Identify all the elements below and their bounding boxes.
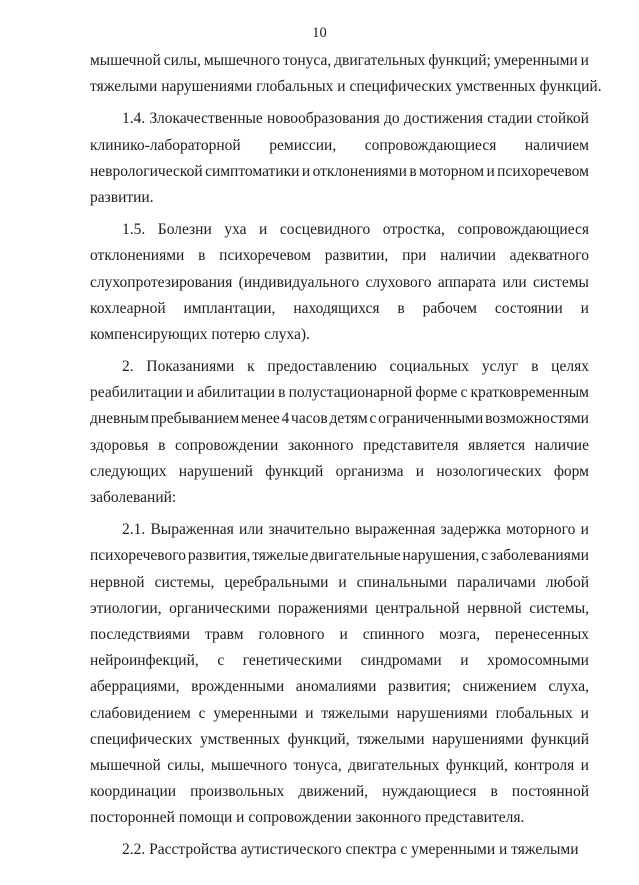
word: до xyxy=(384,110,400,128)
paragraph xyxy=(90,517,589,831)
word: в xyxy=(531,358,539,376)
text-line xyxy=(90,48,589,74)
word: Болезни xyxy=(157,221,212,239)
word: заболеваниями xyxy=(490,547,589,565)
word: аппарата xyxy=(437,273,497,291)
word: и xyxy=(301,162,311,180)
word: нарушениями xyxy=(432,730,524,748)
word: перенесенных xyxy=(494,625,589,643)
word: при xyxy=(402,247,427,265)
word: центральной xyxy=(375,599,460,617)
word: кохлеарной xyxy=(90,299,166,317)
text-line xyxy=(90,701,589,727)
word: системы, xyxy=(154,573,215,591)
word: сопровождающиеся xyxy=(457,221,589,239)
word: функций xyxy=(265,462,324,480)
word: здоровья xyxy=(90,436,149,454)
word: постоянной xyxy=(511,783,589,801)
word: глобальных xyxy=(495,704,573,722)
word: с xyxy=(481,547,489,565)
word: координации xyxy=(90,783,177,801)
word: головного xyxy=(258,625,325,643)
word: снижением xyxy=(462,678,537,696)
word: стадии xyxy=(487,110,533,128)
text-line: посторонней помощи и сопровождении законного представителя. xyxy=(90,809,525,827)
word: и xyxy=(580,704,589,722)
word: рабочем xyxy=(422,299,477,317)
word: отклонениями xyxy=(90,247,185,265)
word: или xyxy=(239,521,264,539)
word: полустационарной xyxy=(288,384,413,402)
word: стойкой xyxy=(536,110,589,128)
word: двигательных xyxy=(334,52,426,69)
word: силы, xyxy=(167,756,205,774)
word: системы, xyxy=(529,599,589,617)
word: отростка, xyxy=(382,221,445,239)
word: целях xyxy=(551,358,589,376)
word: церебральными xyxy=(224,573,329,591)
word: 1.5. xyxy=(122,221,146,239)
word: хромосомными xyxy=(487,652,589,670)
word: находящихся xyxy=(293,299,380,317)
word: моторного xyxy=(506,521,576,539)
text-line xyxy=(90,459,589,485)
word: и xyxy=(580,521,589,539)
word: нервной xyxy=(467,599,522,617)
word: в xyxy=(198,247,206,265)
word: наличие xyxy=(534,436,589,454)
word: возможностями xyxy=(485,410,589,428)
word: тяжелыми xyxy=(321,704,389,722)
text-line xyxy=(90,596,589,622)
word: форм xyxy=(553,462,589,480)
word: силы, xyxy=(163,52,201,69)
word: спинного xyxy=(362,625,425,643)
word: функций xyxy=(530,730,589,748)
word: состоянии xyxy=(494,299,563,317)
text-line xyxy=(90,543,589,569)
word: и xyxy=(580,299,589,317)
word: форме xyxy=(415,384,458,402)
word: в xyxy=(158,436,166,454)
word: нарушениями xyxy=(396,704,488,722)
word: слабовидением xyxy=(90,704,191,722)
word: в xyxy=(278,384,286,402)
word: в xyxy=(490,783,498,801)
word: спинальными xyxy=(356,573,448,591)
word: 2. xyxy=(122,358,134,376)
word: мышечного xyxy=(203,52,281,69)
word: врожденными xyxy=(191,678,285,696)
word: психоречевого xyxy=(90,547,186,565)
word: 2.1. xyxy=(122,521,146,539)
word: сосцевидного xyxy=(279,221,371,239)
word: умеренными xyxy=(493,52,578,69)
word: и xyxy=(580,756,589,774)
text-line: тяжелыми нарушениями глобальных и специфических умственных функций. xyxy=(90,78,602,96)
text-line: компенсирующих потерю слуха). xyxy=(90,325,310,343)
word: нарушений xyxy=(178,462,253,480)
word: тонуса, xyxy=(293,756,342,774)
word: имплантации, xyxy=(183,299,276,317)
word: нозологических xyxy=(436,462,542,480)
word: нервной xyxy=(90,573,145,591)
word: двигательных xyxy=(348,756,440,774)
word: и xyxy=(580,52,589,69)
text-line xyxy=(90,517,589,543)
word: и xyxy=(486,162,495,180)
text-line xyxy=(90,296,589,322)
word: параличами xyxy=(457,573,536,591)
word: новообразования xyxy=(267,110,380,128)
word: в xyxy=(409,162,417,180)
word: реабилитации xyxy=(90,384,183,402)
text-line xyxy=(90,433,589,459)
text-line xyxy=(90,406,589,432)
word: 4 xyxy=(281,410,290,428)
word: социальных xyxy=(389,358,470,376)
word: 1.4. xyxy=(122,110,146,128)
word: организма xyxy=(335,462,404,480)
word: психоречевом xyxy=(219,247,311,265)
word: отклонениями xyxy=(312,162,407,180)
paragraph xyxy=(90,48,602,100)
word: выраженная xyxy=(355,521,436,539)
word: неврологической xyxy=(90,162,203,180)
word: следующих xyxy=(90,462,167,480)
word: адекватного xyxy=(509,247,589,265)
word: сопровождающиеся xyxy=(364,136,497,154)
text-line xyxy=(90,243,589,269)
word: травм xyxy=(205,625,244,643)
word: слуха, xyxy=(548,678,589,696)
word: симптоматики xyxy=(205,162,300,180)
word: и xyxy=(305,704,314,722)
word: и xyxy=(415,462,425,480)
word: развития; xyxy=(388,678,451,696)
word: Выраженная xyxy=(150,521,234,539)
word: менее xyxy=(240,410,280,428)
word: с xyxy=(198,704,206,722)
word: и xyxy=(185,384,195,402)
word: дневным xyxy=(90,410,149,428)
word: мышечного xyxy=(210,756,288,774)
word: контроля xyxy=(514,756,575,774)
word: умеренными xyxy=(213,704,298,722)
word: функций; xyxy=(428,52,491,69)
text-line xyxy=(90,380,589,406)
text-line xyxy=(90,727,589,753)
word: с xyxy=(217,652,225,670)
word: слухопротезирования xyxy=(90,273,233,291)
word: тонуса, xyxy=(283,52,332,69)
word: мышечной xyxy=(90,756,161,774)
word: наличием xyxy=(524,136,589,154)
word: мозга, xyxy=(439,625,480,643)
word: задержка xyxy=(440,521,502,539)
word: ремиссии, xyxy=(269,136,337,154)
word: этиологии, xyxy=(90,599,162,617)
word: тяжелые xyxy=(252,547,309,565)
text-line xyxy=(90,674,589,700)
word: двигательные xyxy=(310,547,401,565)
document-body xyxy=(90,48,602,864)
word: с xyxy=(460,384,468,402)
text-line: 2.2. Расстройства аутистического спектра с умеренными и тяжелыми xyxy=(122,841,579,859)
word: тяжелыми xyxy=(357,730,425,748)
text-line xyxy=(90,753,589,779)
word: системы xyxy=(533,273,589,291)
paragraph xyxy=(90,837,589,863)
word: или xyxy=(502,273,527,291)
word: генетическими xyxy=(242,652,342,670)
word: уха xyxy=(224,221,247,239)
text-line xyxy=(90,217,589,243)
word: Злокачественные xyxy=(149,110,263,128)
word: нуждающиеся xyxy=(382,783,477,801)
word: органическими xyxy=(169,599,271,617)
word: слухового xyxy=(365,273,432,291)
word: произвольных xyxy=(190,783,285,801)
word: поражениями xyxy=(277,599,368,617)
text-line xyxy=(90,570,589,596)
word: и xyxy=(259,221,268,239)
word: специфических xyxy=(90,730,193,748)
paragraph xyxy=(90,217,589,348)
word: наличии xyxy=(440,247,496,265)
word: достижения xyxy=(403,110,483,128)
word: сопровождении xyxy=(174,436,279,454)
page-number: 10 xyxy=(312,25,327,41)
word: услуг xyxy=(481,358,519,376)
word: часов xyxy=(291,410,328,428)
text-line xyxy=(90,270,589,296)
word: моторном xyxy=(419,162,485,180)
word: Показаниями xyxy=(146,358,235,376)
word: к xyxy=(247,358,255,376)
word: представителя xyxy=(363,436,459,454)
text-line xyxy=(90,648,589,674)
word: мышечной xyxy=(90,52,161,69)
word: является xyxy=(468,436,526,454)
text-line xyxy=(90,354,589,380)
word: пребыванием xyxy=(150,410,240,428)
word: клинико-лабораторной xyxy=(90,136,241,154)
paragraph xyxy=(90,354,589,511)
word: и xyxy=(338,573,347,591)
word: с xyxy=(369,410,377,428)
word: нейроинфекций, xyxy=(90,652,199,670)
word: аберрациями, xyxy=(90,678,180,696)
word: функций, xyxy=(445,756,508,774)
word: последствиями xyxy=(90,625,191,643)
word: функций, xyxy=(287,730,350,748)
text-line xyxy=(90,779,589,805)
text-line xyxy=(90,622,589,648)
word: и xyxy=(339,625,348,643)
word: абилитации xyxy=(197,384,276,402)
word: умственных xyxy=(200,730,280,748)
text-line xyxy=(90,133,589,159)
word: кратковременным xyxy=(470,384,589,402)
text-line xyxy=(90,106,589,132)
word: законного xyxy=(287,436,354,454)
word: предоставлению xyxy=(267,358,377,376)
word: в xyxy=(397,299,405,317)
text-line: заболеваний: xyxy=(90,489,177,506)
text-line xyxy=(90,159,589,185)
word: и xyxy=(460,652,469,670)
word: любой xyxy=(545,573,589,591)
word: развитии, xyxy=(324,247,389,265)
word: детям xyxy=(329,410,368,428)
text-line: развитии. xyxy=(90,188,154,206)
word: синдромами xyxy=(360,652,442,670)
word: развития, xyxy=(187,547,251,565)
word: (индивидуального xyxy=(238,273,360,291)
word: значительно xyxy=(268,521,350,539)
word: нарушения, xyxy=(402,547,480,565)
word: ограниченными xyxy=(378,410,484,428)
word: движений, xyxy=(298,783,369,801)
word: аномалиями xyxy=(295,678,377,696)
paragraph xyxy=(90,106,589,211)
word: психоречевом xyxy=(497,162,589,180)
